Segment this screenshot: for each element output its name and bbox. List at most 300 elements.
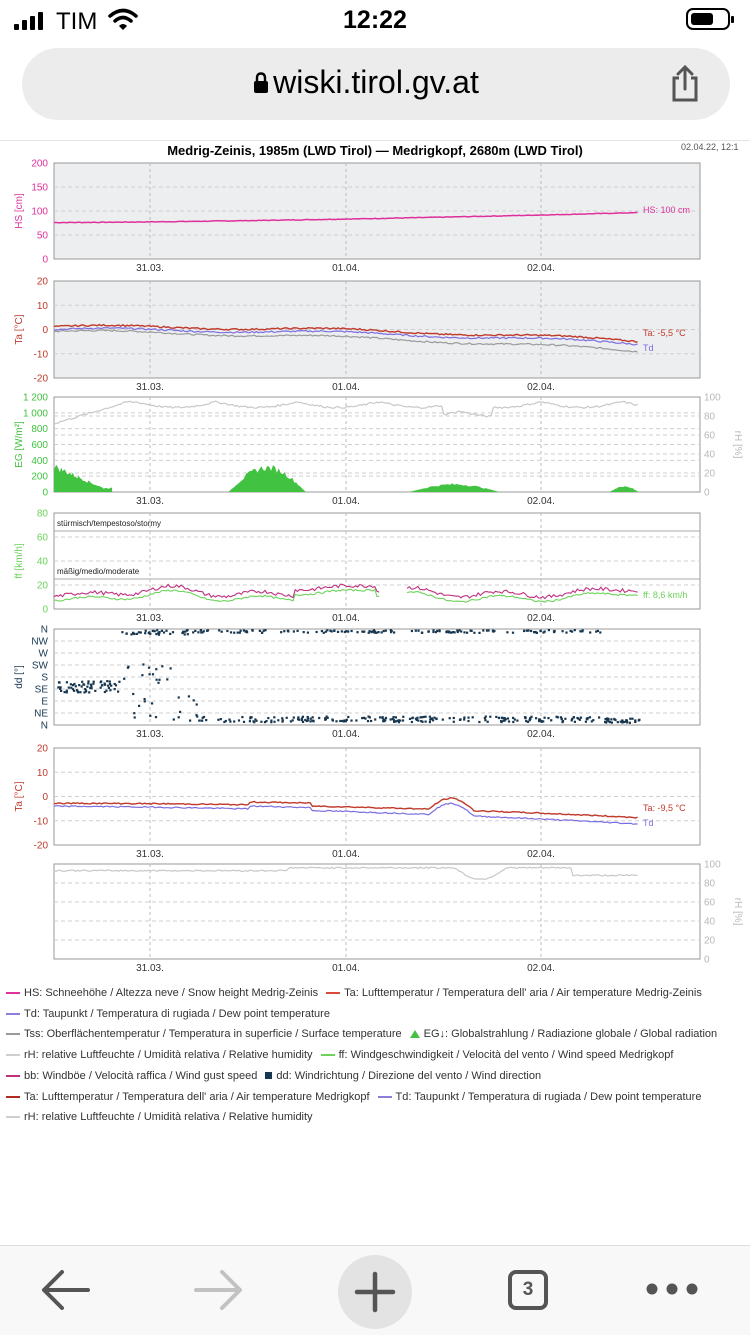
dd-point <box>605 718 607 720</box>
x-tick-label: 01.04. <box>332 382 360 393</box>
dd-point <box>495 716 497 718</box>
legend-label: rH: relative Luftfeuchte / Umidità relativa / Relative humidity <box>24 1049 313 1062</box>
dd-point <box>179 711 181 713</box>
dd-point <box>524 717 526 719</box>
dd-point <box>512 632 514 634</box>
y-tick-label: 100 <box>31 206 48 218</box>
dd-point <box>75 685 77 687</box>
y-tick-label: 0 <box>704 487 710 499</box>
dd-point <box>613 718 615 720</box>
dd-point <box>530 716 532 718</box>
dd-point <box>88 691 90 693</box>
dd-point <box>79 691 81 693</box>
dd-point <box>429 716 431 718</box>
dd-point <box>634 721 636 723</box>
dd-point <box>81 685 83 687</box>
battery-icon <box>686 8 730 30</box>
dd-point <box>286 717 288 719</box>
dd-point <box>351 630 353 632</box>
y-tick-label: 1 000 <box>22 408 48 420</box>
dd-point <box>562 720 564 722</box>
dd-point <box>390 718 392 720</box>
dd-point <box>625 720 627 722</box>
dd-point <box>110 685 112 687</box>
dd-point <box>473 632 475 634</box>
dd-point <box>385 717 387 719</box>
y-tick-label: 0 <box>42 604 48 616</box>
dd-point <box>417 720 419 722</box>
dd-point <box>195 714 197 716</box>
dd-point <box>316 631 318 633</box>
legend-label: Td: Taupunkt / Temperatura di rugiada / Dew point temperature <box>24 1007 330 1020</box>
dd-point <box>460 630 462 632</box>
x-tick-label: 02.04. <box>527 613 555 624</box>
dd-point <box>127 667 129 669</box>
dd-point <box>203 716 205 718</box>
chart-title: Medrig-Zeinis, 1985m (LWD Tirol) — Medrigkopf, 2680m (LWD Tirol) <box>167 143 583 158</box>
dd-point <box>431 718 433 720</box>
dd-point <box>159 631 161 633</box>
dd-point <box>617 721 619 723</box>
dd-point <box>73 683 75 685</box>
dd-point <box>239 632 241 634</box>
y-tick-label: N <box>40 624 48 636</box>
y-tick-label: 200 <box>31 471 48 483</box>
dd-point <box>501 721 503 723</box>
address-bar[interactable] <box>22 48 730 120</box>
dd-point <box>484 717 486 719</box>
dd-point <box>118 681 120 683</box>
dd-point <box>337 631 339 633</box>
dd-point <box>270 720 272 722</box>
dd-point <box>86 686 88 688</box>
dd-point <box>453 721 455 723</box>
dd-point <box>91 687 93 689</box>
dd-point <box>501 717 503 719</box>
dd-point <box>281 717 283 719</box>
dd-point <box>87 680 89 682</box>
dd-point <box>152 673 154 675</box>
dd-point <box>339 720 341 722</box>
y-tick-label: 20 <box>704 935 716 947</box>
dd-point <box>487 721 489 723</box>
ff-axis-title: ff [km/h] <box>14 543 25 579</box>
forward-arrow-icon[interactable] <box>192 1258 246 1322</box>
y-tick-label: 20 <box>704 468 716 480</box>
dd-point <box>432 629 434 631</box>
dd-point <box>579 630 581 632</box>
dd-point <box>514 718 516 720</box>
y-tick-label: 10 <box>36 300 48 312</box>
dd-point <box>463 716 465 718</box>
y-tick-label: 20 <box>36 743 48 755</box>
dd-point <box>589 631 591 633</box>
dd-point <box>442 719 444 721</box>
legend-row <box>6 1111 321 1129</box>
y-tick-label: 60 <box>36 532 48 544</box>
dd-point <box>217 719 219 721</box>
dd-point <box>467 717 469 719</box>
dd-point <box>156 679 158 681</box>
dd-point <box>381 717 383 719</box>
dd-point <box>181 632 183 634</box>
dd-point <box>188 695 190 697</box>
dd-point <box>425 721 427 723</box>
dd-point <box>261 632 263 634</box>
dd-point <box>498 717 500 719</box>
dd-point <box>419 716 421 718</box>
y-tick-label: 80 <box>704 878 716 890</box>
dd-point <box>117 691 119 693</box>
dd-point <box>233 632 235 634</box>
legend-swatch <box>265 1072 272 1079</box>
dd-point <box>178 716 180 718</box>
y-tick-label: 40 <box>36 556 48 568</box>
dd-point <box>241 716 243 718</box>
dd-point <box>66 681 68 683</box>
dd-point <box>638 719 640 721</box>
dd-point <box>104 683 106 685</box>
dd-point <box>318 717 320 719</box>
y-tick-label: -10 <box>33 816 48 828</box>
legend-item[interactable] <box>6 1008 330 1020</box>
dd-point <box>207 629 209 631</box>
legend-label: Ta: Lufttemperatur / Temperatura dell' aria / Air temperature Medrig-Zeinis <box>344 987 702 999</box>
x-tick-label: 01.04. <box>332 729 360 740</box>
dd-point <box>297 716 299 718</box>
legend-swatch <box>326 992 340 994</box>
dd-point <box>395 716 397 718</box>
legend-item[interactable] <box>326 987 702 999</box>
dd-point <box>148 667 150 669</box>
dd-point <box>83 691 85 693</box>
dd-point <box>523 630 525 632</box>
dd-point <box>535 717 537 719</box>
dd-point <box>200 629 202 631</box>
x-tick-label: 01.04. <box>332 613 360 624</box>
legend-swatch <box>321 1054 335 1056</box>
dd-point <box>161 665 163 667</box>
dd-point <box>230 631 232 633</box>
dd-point <box>252 720 254 722</box>
dd-point <box>435 718 437 720</box>
dd-point <box>598 716 600 718</box>
dd-point <box>525 720 527 722</box>
legend-item[interactable] <box>378 1091 702 1103</box>
y-tick-label: 50 <box>36 230 48 242</box>
y-tick-label: 0 <box>42 792 48 803</box>
y-tick-label: NW <box>31 636 48 648</box>
y-tick-label: 60 <box>704 430 716 442</box>
dd-point <box>591 720 593 722</box>
dd-point <box>565 632 567 634</box>
y-tick-label: SW <box>31 660 48 672</box>
dd-point <box>329 630 331 632</box>
dd-point <box>196 703 198 705</box>
dd-point <box>307 719 309 721</box>
dd-point <box>544 717 546 719</box>
dd-point <box>151 702 153 704</box>
dd-point <box>574 629 576 631</box>
dd-point <box>415 630 417 632</box>
dd-point <box>390 629 392 631</box>
dd-point <box>157 682 159 684</box>
legend-row <box>6 1070 549 1088</box>
dd-point <box>123 678 125 680</box>
dd-point <box>252 630 254 632</box>
dd-point <box>489 716 491 718</box>
dd-point <box>377 631 379 633</box>
hs-axis-title: HS [cm] <box>14 193 25 229</box>
dd-point <box>530 630 532 632</box>
tab-switcher-button[interactable]: 3 <box>508 1270 548 1310</box>
td-value-label: Td <box>643 818 654 828</box>
y-tick-label: 0 <box>42 487 48 499</box>
dd-point <box>608 720 610 722</box>
dd-point <box>411 630 413 632</box>
dd-point <box>512 721 514 723</box>
url-text: wiski.tirol.gv.at <box>273 64 479 100</box>
dd-point <box>585 721 587 723</box>
x-tick-label: 02.04. <box>527 382 555 393</box>
dd-point <box>282 719 284 721</box>
x-tick-label: 01.04. <box>332 963 360 974</box>
dd-point <box>392 718 394 720</box>
dd-point <box>393 631 395 633</box>
dd-point <box>302 716 304 718</box>
dd-point <box>379 716 381 718</box>
x-tick-label: 02.04. <box>527 849 555 860</box>
dd-point <box>589 716 591 718</box>
dd-point <box>507 717 509 719</box>
chart-area <box>0 141 750 1245</box>
x-tick-label: 31.03. <box>136 963 164 974</box>
x-tick-label: 31.03. <box>136 613 164 624</box>
dd-point <box>363 631 365 633</box>
dd-point <box>85 689 87 691</box>
legend-item[interactable] <box>410 1028 718 1040</box>
x-tick-label: 01.04. <box>332 496 360 507</box>
dd-point <box>629 722 631 724</box>
y-tick-label: 150 <box>31 182 48 194</box>
y-tick-label: N <box>40 720 48 732</box>
dd-point <box>92 683 94 685</box>
dd-point <box>411 721 413 723</box>
dd-point <box>101 684 103 686</box>
y-tick-label: NE <box>34 708 48 720</box>
y-tick-label: -20 <box>33 373 48 385</box>
y-tick-label: 0 <box>42 254 48 266</box>
dd-point <box>427 631 429 633</box>
bottom-toolbar <box>0 1245 750 1335</box>
back-arrow-icon[interactable] <box>38 1258 92 1322</box>
legend-item[interactable] <box>6 1028 402 1040</box>
rh-axis-title: rH [%] <box>732 430 743 459</box>
dd-point <box>346 719 348 721</box>
dd-point <box>574 721 576 723</box>
dd-point <box>312 716 314 718</box>
dd-point <box>420 720 422 722</box>
dd-point <box>412 717 414 719</box>
dd-point <box>364 718 366 720</box>
legend-item[interactable] <box>6 1111 313 1123</box>
dd-point <box>152 630 154 632</box>
dd-point <box>421 632 423 634</box>
dd-point <box>631 718 633 720</box>
y-tick-label: -10 <box>33 349 48 361</box>
dd-point <box>466 632 468 634</box>
dd-point <box>471 630 473 632</box>
dd-point <box>100 687 102 689</box>
legend-label: Ta: Lufttemperatur / Temperatura dell' aria / Air temperature Medrigkopf <box>24 1090 370 1103</box>
legend-label: HS: Schneehöhe / Altezza neve / Snow height Medrig-Zeinis <box>24 987 319 999</box>
dd-point <box>76 689 78 691</box>
dd-point <box>529 718 531 720</box>
dd-point <box>534 631 536 633</box>
dd-point <box>156 629 158 631</box>
dd-point <box>374 718 376 720</box>
y-tick-label: 0 <box>42 325 48 336</box>
legend-swatch <box>6 1116 20 1118</box>
legend-row <box>6 1008 338 1026</box>
dd-point <box>68 687 70 689</box>
legend-label: Tss: Oberflächentemperatur / Temperatura in superficie / Surface temperature <box>24 1028 402 1041</box>
dd-point <box>158 679 160 681</box>
dd-point <box>172 631 174 633</box>
x-tick-label: 02.04. <box>527 263 555 274</box>
legend-row <box>6 1049 681 1067</box>
dd-point <box>184 633 186 635</box>
dd-point <box>556 716 558 718</box>
dd-point <box>367 720 369 722</box>
dd-point <box>341 630 343 632</box>
dd-point <box>260 721 262 723</box>
dd-point <box>350 720 352 722</box>
dd-point <box>178 696 180 698</box>
rh-axis-title: rH [%] <box>732 897 743 926</box>
dd-point <box>327 717 329 719</box>
dd-point <box>60 686 62 688</box>
y-tick-label: 100 <box>704 859 721 871</box>
dd-point <box>186 629 188 631</box>
new-tab-button[interactable] <box>337 1254 413 1330</box>
dd-point <box>573 716 575 718</box>
y-tick-label: 80 <box>704 411 716 423</box>
dd-point <box>298 719 300 721</box>
dd-point <box>149 673 151 675</box>
dd-point <box>402 719 404 721</box>
dd-point <box>508 720 510 722</box>
dd-point <box>109 681 111 683</box>
dd-point <box>493 630 495 632</box>
y-tick-label: W <box>38 648 48 660</box>
dd-point <box>526 630 528 632</box>
legend-item[interactable] <box>6 1091 370 1103</box>
status-time: 12:22 <box>343 6 407 34</box>
dd-point <box>194 630 196 632</box>
dd-point <box>478 721 480 723</box>
dd-point <box>423 716 425 718</box>
dd-point <box>472 716 474 718</box>
y-tick-label: 200 <box>31 158 48 170</box>
dd-point <box>561 718 563 720</box>
dd-point <box>467 720 469 722</box>
dd-point <box>121 631 123 633</box>
dd-point <box>94 690 96 692</box>
dd-point <box>580 717 582 719</box>
dd-point <box>542 631 544 633</box>
weather-station-chart <box>0 141 750 981</box>
dd-point <box>586 718 588 720</box>
dd-point <box>155 716 157 718</box>
dd-point <box>324 719 326 721</box>
dd-point <box>309 720 311 722</box>
carrier-name: TIM <box>56 8 98 35</box>
dd-point <box>144 632 146 634</box>
dd-point <box>238 719 240 721</box>
dd-point <box>237 632 239 634</box>
legend-item[interactable] <box>265 1070 541 1082</box>
y-tick-label: 60 <box>704 897 716 909</box>
legend-item[interactable] <box>6 1070 257 1082</box>
dd-point <box>599 631 601 633</box>
legend-item[interactable] <box>6 987 318 999</box>
dd-point <box>145 630 147 632</box>
share-icon[interactable] <box>670 65 700 103</box>
dd-point <box>463 631 465 633</box>
y-tick-label: 800 <box>31 424 48 436</box>
legend-swatch <box>378 1096 392 1098</box>
dd-point <box>331 719 333 721</box>
more-menu-icon[interactable] <box>642 1276 702 1302</box>
legend-swatch <box>6 1033 20 1035</box>
legend-swatch <box>6 1054 20 1056</box>
dd-point <box>385 630 387 632</box>
y-tick-label: 400 <box>31 455 48 467</box>
dd-point <box>570 630 572 632</box>
dd-point <box>369 630 371 632</box>
x-tick-label: 31.03. <box>136 496 164 507</box>
dd-point <box>398 719 400 721</box>
dd-axis-title: dd [°] <box>14 665 25 689</box>
dd-point <box>611 722 613 724</box>
dd-point <box>165 630 167 632</box>
dd-point <box>173 718 175 720</box>
x-tick-label: 31.03. <box>136 263 164 274</box>
dd-point <box>132 632 134 634</box>
dd-point <box>453 717 455 719</box>
dd-point <box>293 717 295 719</box>
dd-point <box>229 721 231 723</box>
dd-point <box>539 630 541 632</box>
dd-point <box>390 631 392 633</box>
dd-point <box>58 681 60 683</box>
dd-point <box>564 718 566 720</box>
dd-point <box>144 700 146 702</box>
dd-point <box>335 720 337 722</box>
ta-medrigkopf-axis-title: Ta [°C] <box>14 781 25 812</box>
dd-point <box>87 682 89 684</box>
dd-point <box>582 629 584 631</box>
dd-point <box>273 716 275 718</box>
dd-point <box>264 629 266 631</box>
dd-point <box>577 718 579 720</box>
dd-point <box>200 631 202 633</box>
dd-point <box>114 688 116 690</box>
legend-item[interactable] <box>321 1049 674 1061</box>
legend-swatch <box>6 1013 20 1015</box>
legend-item[interactable] <box>6 1049 313 1061</box>
